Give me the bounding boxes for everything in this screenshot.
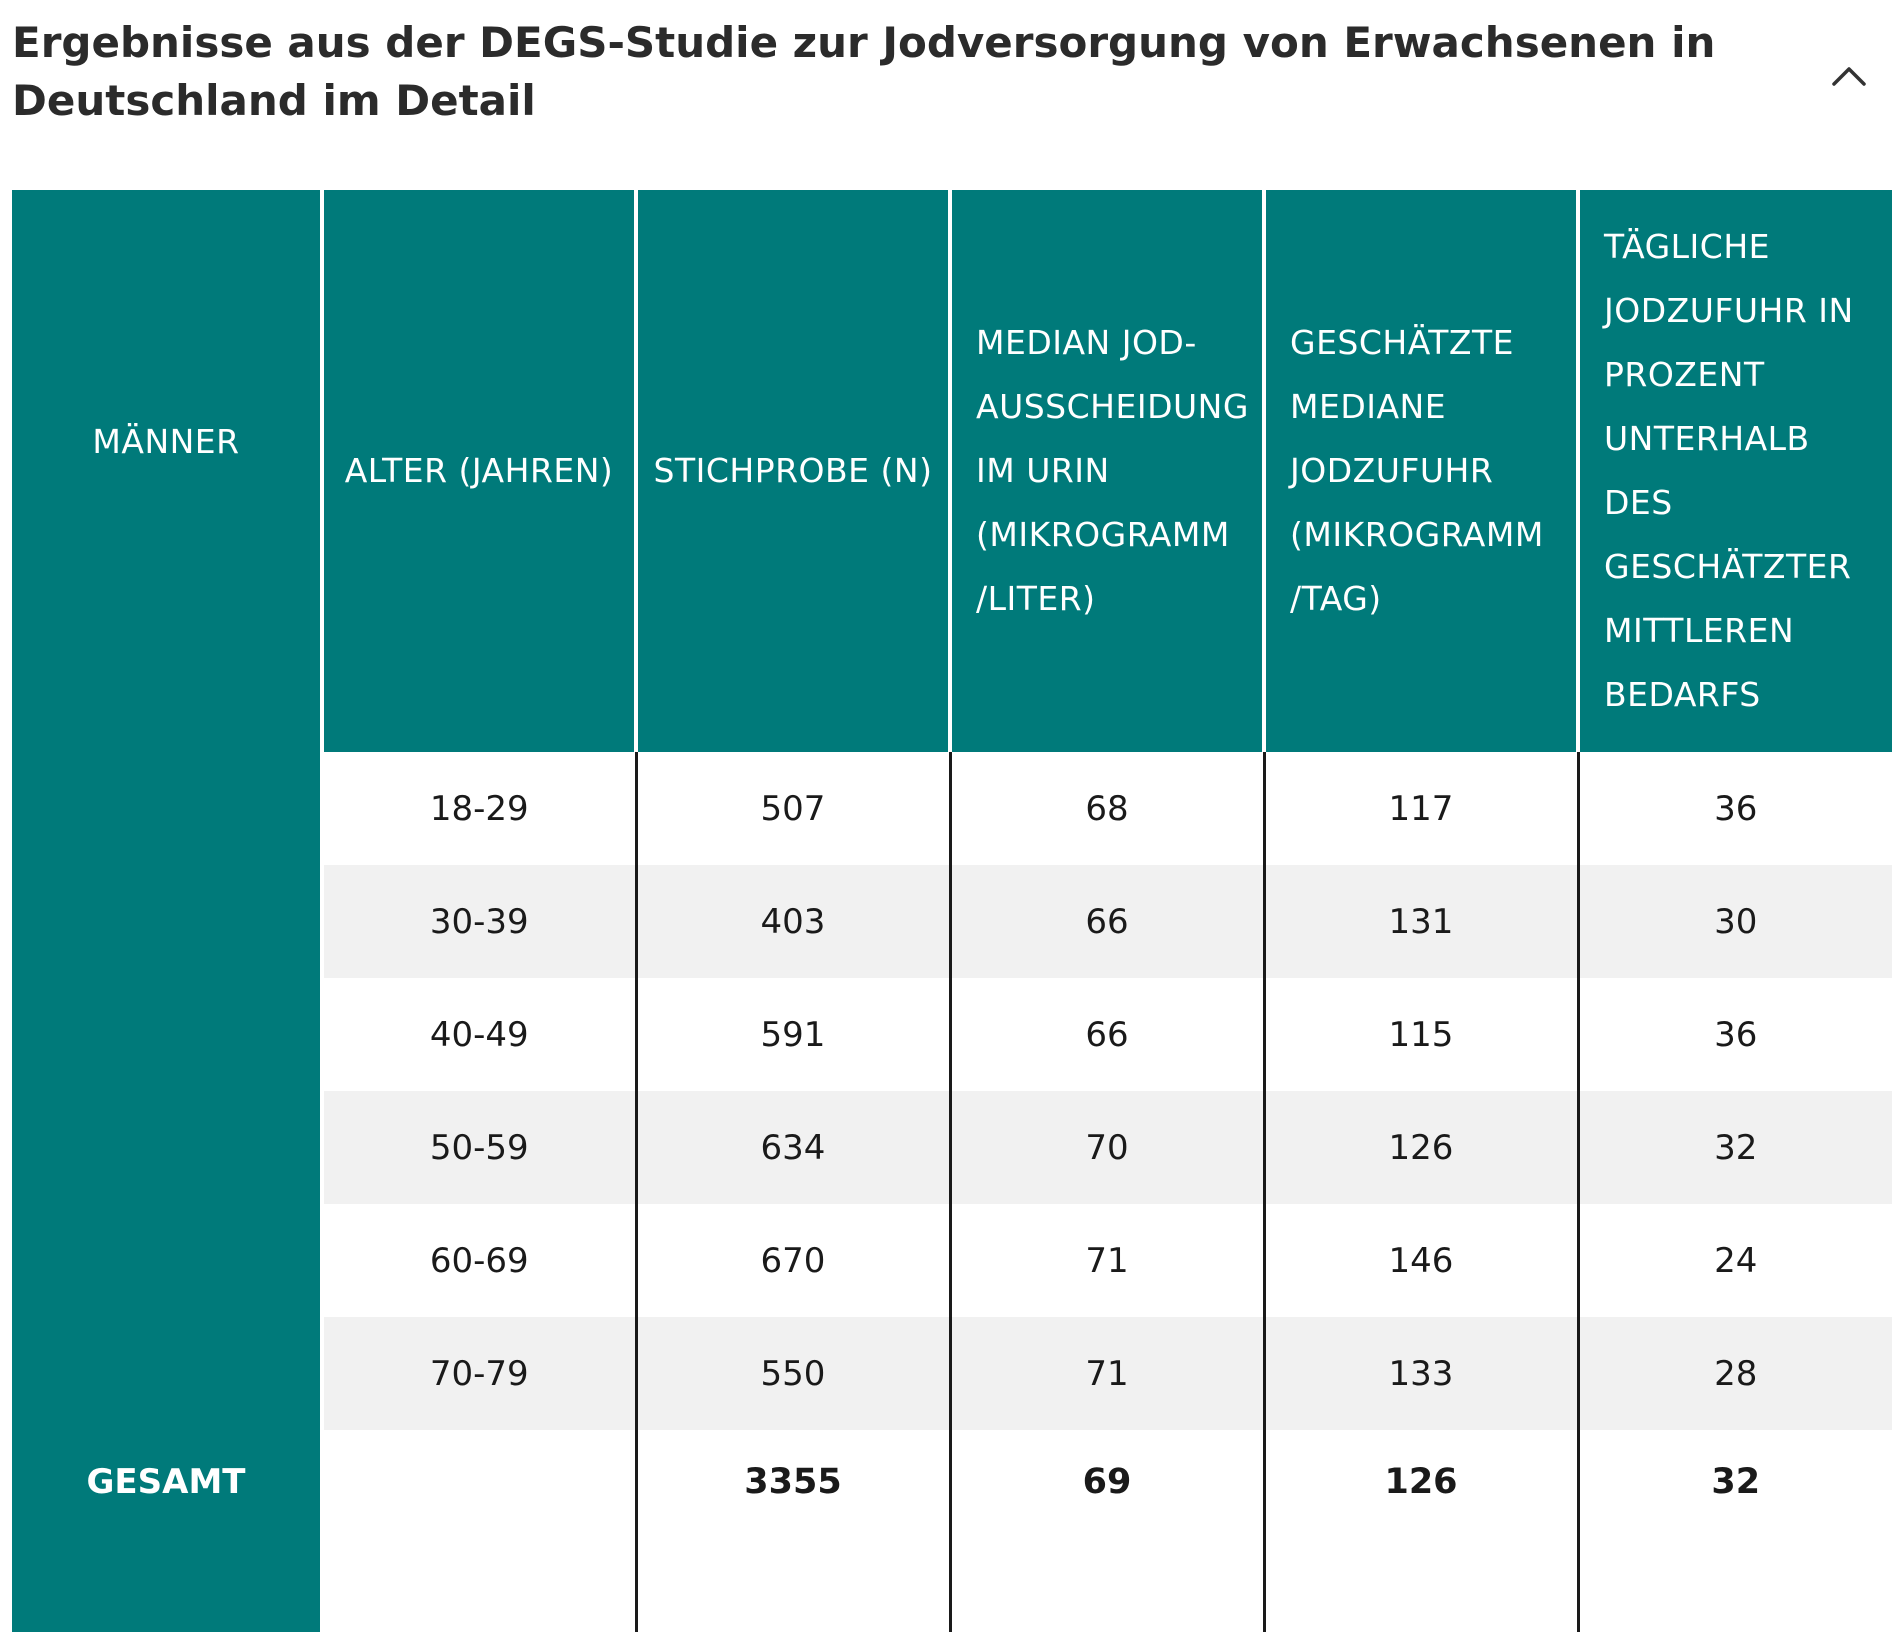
total-percent-below: 32 [1578,1430,1892,1632]
iodine-results-table [12,190,1892,1632]
cell-percent-below: 24 [1578,1204,1892,1317]
total-median-urine: 69 [950,1430,1264,1632]
table-body [12,190,1892,1632]
total-row [12,1430,1892,1632]
cell-median-urine: 68 [950,752,1264,865]
cell-percent-below: 36 [1578,978,1892,1091]
cell-median-intake: 117 [1264,752,1578,865]
header-percent-below: TÄGLICHE JODZUFUHR IN PROZENT UNTERHALB DES GESCHÄTZTER MITTLEREN BEDARFS [1578,190,1892,752]
total-label: GESAMT [12,1430,322,1632]
cell-age: 30-39 [322,865,636,978]
header-age: ALTER (JAHREN) [322,190,636,752]
cell-median-urine: 71 [950,1204,1264,1317]
cell-median-urine: 66 [950,978,1264,1091]
cell-median-intake: 115 [1264,978,1578,1091]
cell-median-intake: 133 [1264,1317,1578,1430]
cell-age: 40-49 [322,978,636,1091]
cell-sample: 670 [636,1204,950,1317]
cell-median-urine: 71 [950,1317,1264,1430]
cell-median-intake: 126 [1264,1091,1578,1204]
total-age [322,1430,636,1632]
cell-median-urine: 70 [950,1091,1264,1204]
cell-median-urine: 66 [950,865,1264,978]
chevron-up-icon [1824,56,1874,96]
cell-sample: 634 [636,1091,950,1204]
section-title: Ergebnisse aus der DEGS-Studie zur Jodversorgung von Erwachsenen in Deutschland im Detail [12,18,1716,125]
cell-percent-below: 36 [1578,752,1892,865]
cell-age: 60-69 [322,1204,636,1317]
header-row [12,190,1892,752]
collapse-toggle-button[interactable] [1824,56,1874,96]
cell-sample: 507 [636,752,950,865]
total-median-intake: 126 [1264,1430,1578,1632]
header-median-urine: MEDIAN JOD-AUSSCHEIDUNG IM URIN (MIKROGRAMM /LITER) [950,190,1264,752]
cell-percent-below: 32 [1578,1091,1892,1204]
cell-sample: 403 [636,865,950,978]
cell-median-intake: 131 [1264,865,1578,978]
cell-percent-below: 28 [1578,1317,1892,1430]
cell-median-intake: 146 [1264,1204,1578,1317]
group-label-maenner: MÄNNER [12,190,322,1430]
total-sample: 3355 [636,1430,950,1632]
accordion-header[interactable] [12,14,1888,134]
header-median-intake: GESCHÄTZTE MEDIANE JODZUFUHR (MIKROGRAMM /TAG) [1264,190,1578,752]
cell-sample: 550 [636,1317,950,1430]
header-sample: STICHPROBE (N) [636,190,950,752]
cell-age: 50-59 [322,1091,636,1204]
cell-percent-below: 30 [1578,865,1892,978]
cell-age: 18-29 [322,752,636,865]
cell-sample: 591 [636,978,950,1091]
cell-age: 70-79 [322,1317,636,1430]
